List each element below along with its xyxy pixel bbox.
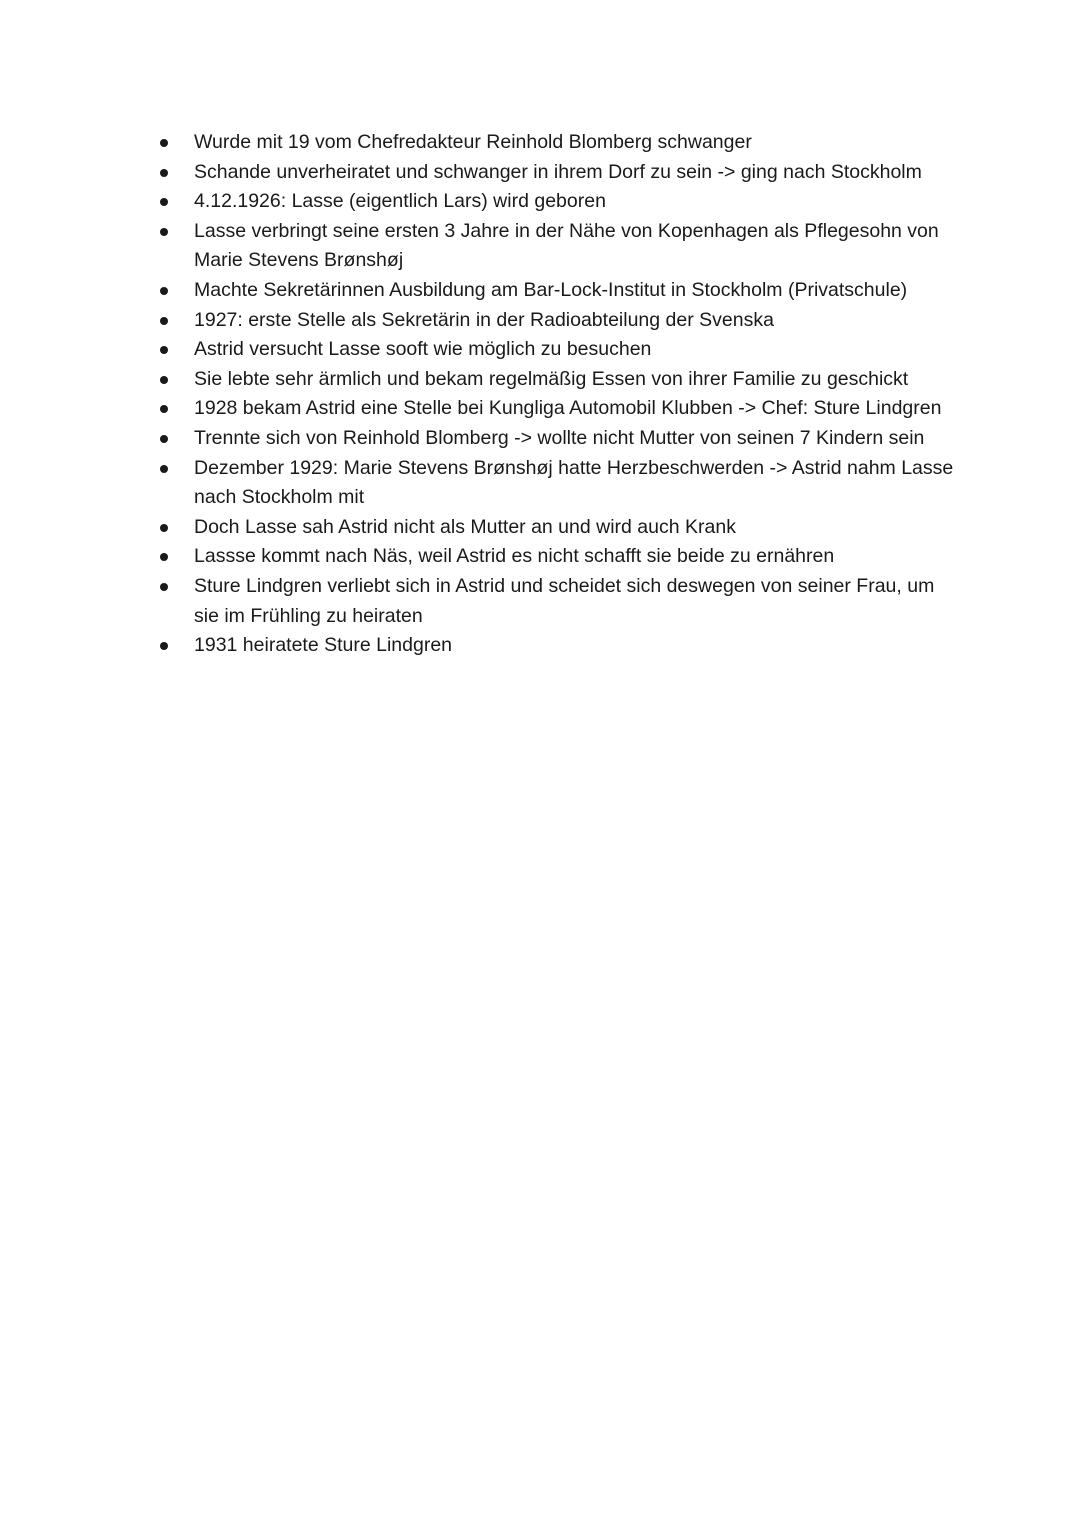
list-item — [158, 454, 958, 513]
list-item-text: Sie lebte sehr ärmlich und bekam regelmäßig Essen von ihrer Familie zu geschickt — [194, 367, 909, 390]
bullet-icon — [160, 169, 168, 177]
list-item-text: Lassse kommt nach Näs, weil Astrid es nicht schafft sie beide zu ernähren — [194, 545, 835, 568]
list-item-text: Lasse verbringt seine ersten 3 Jahre in der Nähe von Kopenhagen als Pflegesohn von Marie Stevens Brønshøj — [194, 219, 939, 272]
list-item — [158, 424, 958, 454]
list-item-text: 1928 bekam Astrid eine Stelle bei Kungliga Automobil Klubben -> Chef: Sture Lindgren — [194, 397, 942, 420]
bullet-icon — [160, 583, 168, 591]
list-item-text: 4.12.1926: Lasse (eigentlich Lars) wird geboren — [194, 190, 606, 213]
list-item-text: Dezember 1929: Marie Stevens Brønshøj hatte Herzbeschwerden -> Astrid nahm Lasse nach Stockholm mit — [194, 456, 954, 509]
list-item-text: Wurde mit 19 vom Chefredakteur Reinhold Blomberg schwanger — [194, 131, 752, 153]
list-item-text: Schande unverheiratet und schwanger in ihrem Dorf zu sein -> ging nach Stockholm — [194, 160, 922, 183]
list-item-text: 1931 heiratete Sture Lindgren — [194, 634, 453, 657]
list-item — [158, 513, 958, 543]
bullet-icon — [160, 642, 168, 650]
bullet-icon — [160, 435, 168, 443]
bullet-icon — [160, 524, 168, 532]
list-item — [158, 276, 958, 306]
list-item-text: Astrid versucht Lasse sooft wie möglich zu besuchen — [194, 338, 652, 361]
list-item — [158, 187, 958, 217]
bullet-icon — [160, 553, 168, 561]
list-item — [158, 335, 958, 365]
bullet-icon — [160, 346, 168, 354]
list-item — [158, 572, 958, 631]
bullet-icon — [160, 405, 168, 413]
bullet-list — [158, 128, 958, 661]
list-item — [158, 394, 958, 424]
list-item — [158, 306, 958, 336]
list-item-text: Doch Lasse sah Astrid nicht als Mutter an und wird auch Krank — [194, 515, 736, 538]
list-item-text: 1927: erste Stelle als Sekretärin in der Radioabteilung der Svenska — [194, 308, 774, 331]
list-item-text: Trennte sich von Reinhold Blomberg -> wollte nicht Mutter von seinen 7 Kindern sein — [194, 426, 925, 449]
list-item — [158, 128, 958, 158]
bullet-icon — [160, 287, 168, 295]
list-item-text: Machte Sekretärinnen Ausbildung am Bar-Lock-Institut in Stockholm (Privatschule) — [194, 278, 908, 301]
list-item — [158, 365, 958, 395]
bullet-icon — [160, 376, 168, 384]
bullet-icon — [160, 465, 168, 473]
list-item — [158, 631, 958, 661]
list-item-text: Sture Lindgren verliebt sich in Astrid und scheidet sich deswegen von seiner Frau, um sie im Frühling zu heiraten — [194, 574, 935, 627]
bullet-icon — [160, 139, 168, 147]
list-item — [158, 217, 958, 276]
bullet-icon — [160, 317, 168, 325]
bullet-icon — [160, 198, 168, 206]
list-item — [158, 158, 958, 188]
bullet-icon — [160, 228, 168, 236]
list-item — [158, 542, 958, 572]
